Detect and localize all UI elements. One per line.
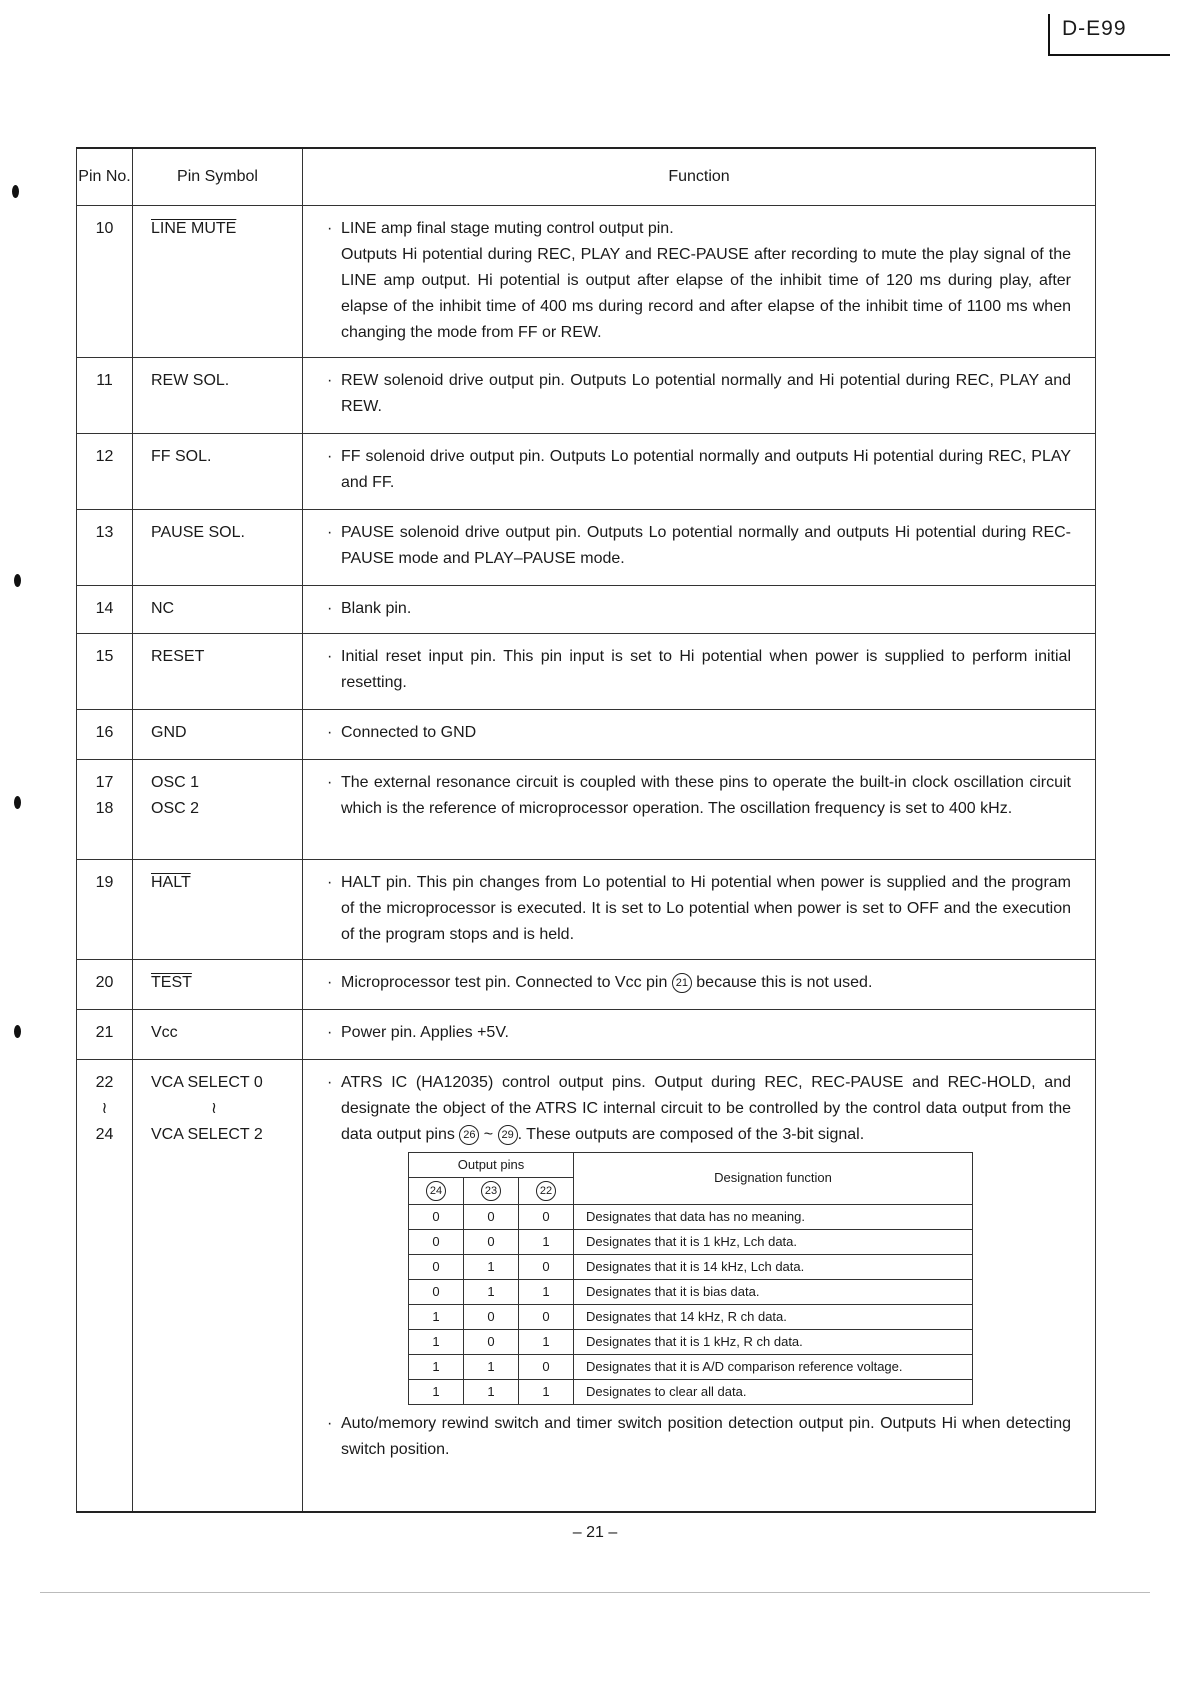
page-number: – 21 – — [572, 1524, 618, 1541]
table-row — [77, 1059, 1096, 1512]
circled-pin-number: 26 — [459, 1125, 479, 1145]
pin-symbol-second: VCA SELECT 2 — [151, 1125, 263, 1143]
designation-cell: Designates that data has no meaning. — [574, 1204, 973, 1229]
table-row — [77, 633, 1096, 709]
function-text: HALT pin. This pin changes from Lo potential to Hi potential when power is supplied and the program of the microprocessor is executed. It is set to Lo potential when power is set to OFF and the execution of the program stops and is held. — [341, 873, 1071, 943]
pin-symbol — [133, 859, 303, 959]
bit-cell: 1 — [464, 1254, 519, 1279]
table-row — [77, 859, 1096, 959]
table-row — [409, 1204, 973, 1229]
bit-cell: 0 — [409, 1204, 464, 1229]
header-function: Function — [303, 148, 1096, 205]
pin-no: 20 — [77, 959, 133, 1009]
bit-cell: 1 — [409, 1329, 464, 1354]
pin-symbol-first: OSC 1 — [151, 773, 200, 791]
designation-table — [408, 1152, 973, 1405]
pin-symbol — [133, 1059, 303, 1512]
pin-symbol-second: OSC 2 — [151, 799, 200, 817]
pin-no: 13 — [77, 509, 133, 585]
table-row — [409, 1229, 973, 1254]
pin-no: 10 — [77, 205, 133, 357]
pin-symbol: RESET — [133, 633, 303, 709]
function-text-part: . These outputs are composed of the 3-bit signal. — [517, 1125, 865, 1143]
header-pin-symbol: Pin Symbol — [133, 148, 303, 205]
table-header-row — [77, 148, 1096, 205]
function-text: Initial reset input pin. This pin input is set to Hi potential when power is supplied to perform initial resetting. — [341, 647, 1071, 691]
header-pin-no: Pin No. — [77, 148, 133, 205]
circled-pin-number: 21 — [672, 973, 692, 993]
bit-cell: 0 — [464, 1304, 519, 1329]
pin-symbol: NC — [133, 585, 303, 633]
circled-pin-number: 22 — [536, 1181, 556, 1201]
bit-cell: 0 — [409, 1229, 464, 1254]
bit-cell: 0 — [464, 1229, 519, 1254]
pin-function: · LINE amp final stage muting control output pin. Outputs Hi potential during REC, PLAY and REC-PAUSE after recording to mute the play signal of the LINE amp output. Hi potential is output after elapse of the inhibit time of 120 ms during play, after elapse of the inhibit time of 400 ms during record and after elapse of the inhibit time of 1100 ms when changing the mode from FF or REW. — [303, 205, 1096, 357]
designation-cell: Designates that it is 1 kHz, R ch data. — [574, 1329, 973, 1354]
table-row — [77, 205, 1096, 357]
pin-function: · Microprocessor test pin. Connected to Vcc pin 21 because this is not used. — [303, 959, 1096, 1009]
bit-cell: 0 — [464, 1204, 519, 1229]
bit-cell: 0 — [519, 1354, 574, 1379]
pin-symbol-label: HALT — [151, 873, 191, 891]
pin-no: 12 — [77, 433, 133, 509]
pin-symbol: FF SOL. — [133, 433, 303, 509]
pin-symbol — [133, 959, 303, 1009]
scan-artifact-line — [40, 1592, 1150, 1593]
pin-symbol-label: TEST — [151, 973, 192, 991]
bit-cell: 0 — [409, 1279, 464, 1304]
table-row — [409, 1254, 973, 1279]
bit-cell: 1 — [464, 1354, 519, 1379]
function-text: REW solenoid drive output pin. Outputs Lo potential normally and Hi potential during REC, PLAY and REW. — [341, 371, 1071, 415]
pin-function: · HALT pin. This pin changes from Lo potential to Hi potential when power is supplied and the program of the microprocessor is executed. It is set to Lo potential when power is set to OFF and the execution of the program stops and is held. — [303, 859, 1096, 959]
table-row — [409, 1279, 973, 1304]
pin-no: 15 — [77, 633, 133, 709]
pin-symbol-first: VCA SELECT 0 — [151, 1073, 263, 1091]
designation-cell: Designates to clear all data. — [574, 1379, 973, 1404]
table-row — [77, 959, 1096, 1009]
pin-function: · FF solenoid drive output pin. Outputs Lo potential normally and outputs Hi potential during REC, PLAY and FF. — [303, 433, 1096, 509]
table-row — [409, 1329, 973, 1354]
bit-cell: 1 — [519, 1279, 574, 1304]
bit-cell: 1 — [519, 1229, 574, 1254]
function-text-part: ATRS IC (HA12035) control output pins. Output during REC, REC-PAUSE and REC-HOLD, and designate the object of the ATRS IC internal circuit to be controlled by the control data output from the data output pins — [341, 1073, 1071, 1143]
function-text: FF solenoid drive output pin. Outputs Lo potential normally and outputs Hi potential during REC, PLAY and FF. — [341, 447, 1071, 491]
designation-cell: Designates that it is A/D comparison reference voltage. — [574, 1354, 973, 1379]
designation-cell: Designates that it is 14 kHz, Lch data. — [574, 1254, 973, 1279]
pin-symbol — [133, 759, 303, 859]
pin-function: · The external resonance circuit is coupled with these pins to operate the built-in clock oscillation circuit which is the reference of microprocessor operation. The oscillation frequency is set to 400 kHz. — [303, 759, 1096, 859]
circled-pin-number: 23 — [481, 1181, 501, 1201]
function-text-part: because this is not used. — [696, 973, 873, 991]
pin-no: 14 — [77, 585, 133, 633]
bit-cell: 0 — [519, 1304, 574, 1329]
pin-no: 21 — [77, 1009, 133, 1059]
bit-cell: 0 — [519, 1204, 574, 1229]
pin-no — [77, 759, 133, 859]
designation-cell: Designates that 14 kHz, R ch data. — [574, 1304, 973, 1329]
bit-cell: 1 — [519, 1379, 574, 1404]
tilde: ~ — [483, 1125, 494, 1143]
bit-cell: 1 — [519, 1329, 574, 1354]
designation-cell: Designates that it is 1 kHz, Lch data. — [574, 1229, 973, 1254]
pin-no: 16 — [77, 709, 133, 759]
pin-no-first: 17 — [95, 773, 114, 791]
bit-cell: 1 — [409, 1379, 464, 1404]
pin-function-table — [76, 147, 1096, 1513]
function-text: Power pin. Applies +5V. — [341, 1023, 509, 1041]
pin-no: 11 — [77, 357, 133, 433]
function-text: Outputs Hi potential during REC, PLAY and REC-PAUSE after recording to mute the play signal of the LINE amp output. Hi potential is output after elapse of the inhibit time of 120 ms during play, after elapse of the inhibit time of 400 ms during record and after elapse of the inhibit time of 1100 ms when changing the mode from FF or REW. — [341, 245, 1071, 341]
bit-cell: 1 — [464, 1279, 519, 1304]
document-code: D-E99 — [1048, 14, 1170, 56]
table-row — [77, 509, 1096, 585]
pin-no-second: 24 — [95, 1125, 114, 1143]
binder-hole-mark — [14, 574, 21, 587]
pin-symbol-label: LINE MUTE — [151, 219, 237, 237]
function-text — [341, 1070, 1071, 1148]
pin-no — [77, 1059, 133, 1512]
bit-cell: 1 — [409, 1304, 464, 1329]
function-text-part: Microprocessor test pin. Connected to Vcc pin — [341, 973, 668, 991]
pin-range-mark: ≀ — [211, 1099, 217, 1117]
pin-function: · Blank pin. — [303, 585, 1096, 633]
pin-symbol: PAUSE SOL. — [133, 509, 303, 585]
bit-cell: 0 — [519, 1254, 574, 1279]
circled-pin-number: 29 — [498, 1125, 518, 1145]
pin-function: · PAUSE solenoid drive output pin. Outputs Lo potential normally and outputs Hi potential during REC-PAUSE mode and PLAY–PAUSE mode. — [303, 509, 1096, 585]
table-row — [77, 1009, 1096, 1059]
pin-symbol: GND — [133, 709, 303, 759]
pin-header — [519, 1177, 574, 1204]
table-row — [77, 585, 1096, 633]
function-text: The external resonance circuit is coupled with these pins to operate the built-in clock oscillation circuit which is the reference of microprocessor operation. The oscillation frequency is set to 400 kHz. — [341, 773, 1071, 817]
pin-function: · Connected to GND — [303, 709, 1096, 759]
pin-no-second: 18 — [95, 799, 114, 817]
function-text: Blank pin. — [341, 599, 412, 617]
binder-hole-mark — [12, 185, 19, 198]
bit-cell: 0 — [464, 1329, 519, 1354]
pin-function: · Power pin. Applies +5V. — [303, 1009, 1096, 1059]
table-row — [409, 1379, 973, 1404]
table-row — [409, 1304, 973, 1329]
function-text — [341, 970, 1071, 996]
function-text: Auto/memory rewind switch and timer switch position detection output pin. Outputs Hi when detecting switch position. — [341, 1414, 1071, 1458]
bit-cell: 1 — [464, 1379, 519, 1404]
pin-range-mark: ≀ — [101, 1099, 108, 1117]
table-row — [77, 759, 1096, 859]
pin-no: 19 — [77, 859, 133, 959]
pin-header — [464, 1177, 519, 1204]
circled-pin-number: 24 — [426, 1181, 446, 1201]
table-row — [77, 357, 1096, 433]
pin-symbol — [133, 205, 303, 357]
binder-hole-mark — [14, 796, 21, 809]
binder-hole-mark — [14, 1025, 21, 1038]
function-text: LINE amp final stage muting control output pin. — [341, 219, 674, 237]
designation-function-header: Designation function — [574, 1152, 973, 1204]
table-row — [77, 709, 1096, 759]
pin-function: · REW solenoid drive output pin. Outputs Lo potential normally and Hi potential during REC, PLAY and REW. — [303, 357, 1096, 433]
output-pins-header: Output pins — [409, 1152, 574, 1177]
pin-header — [409, 1177, 464, 1204]
table-row — [77, 433, 1096, 509]
pin-symbol: Vcc — [133, 1009, 303, 1059]
pin-no-first: 22 — [95, 1073, 114, 1091]
pin-function: · ATRS IC (HA12035) control output pins. Output during REC, REC-PAUSE and REC-HOLD, and designate the object of the ATRS IC internal circuit to be controlled by the control data output from the data output pins 26 ~ 29 . These outputs are composed of the 3-bit signal. Output pins Designation function 24 23 22 0 0 0 Designates that data has no meaning. 0 0 1 Designates that it is 1 kHz, Lch data. 0 1 0 Designates that it is 14 kHz, Lch data. 0 1 1 Designates that it is bias data. 1 0 0 Designates that 14 kHz, R ch data. 1 0 1 Designates that it is 1 kHz, R ch data. 1 1 0 Designates that it is A/D comparison reference voltage. 1 1 1 Designates to clear all data. · Auto/memory rewind switch and timer switch position detection output pin. Outputs Hi when detecting switch position. — [303, 1059, 1096, 1512]
table-row — [409, 1354, 973, 1379]
pin-symbol: REW SOL. — [133, 357, 303, 433]
bit-cell: 1 — [409, 1354, 464, 1379]
function-text: PAUSE solenoid drive output pin. Outputs Lo potential normally and outputs Hi potential during REC-PAUSE mode and PLAY–PAUSE mode. — [341, 523, 1071, 567]
bit-cell: 0 — [409, 1254, 464, 1279]
function-text: Connected to GND — [341, 723, 477, 741]
pin-function: · Initial reset input pin. This pin input is set to Hi potential when power is supplied to perform initial resetting. — [303, 633, 1096, 709]
designation-cell: Designates that it is bias data. — [574, 1279, 973, 1304]
